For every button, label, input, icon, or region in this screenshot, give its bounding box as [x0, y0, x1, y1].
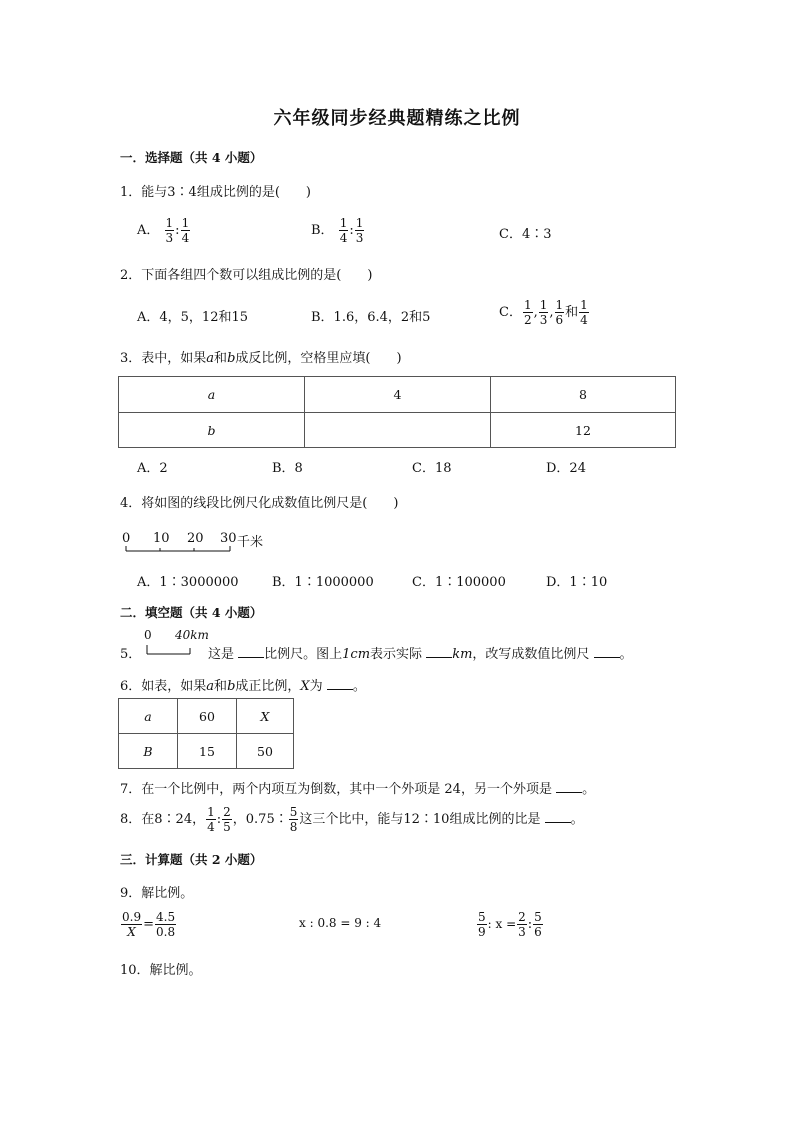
question-1-option-b: B． $\frac{1}{4}$ : $\frac{1}{3}$ [311, 216, 364, 245]
question-2-option-c: C． $\frac{1}{2}$ , $\frac{1}{3}$ , $\frac{1}{6}$ 和 $\frac{1}{4}$ [499, 298, 588, 327]
section-calc-heading: 三．计算题（共 2 小题） [120, 852, 263, 867]
question-3-option-a: A．2 [137, 461, 168, 476]
table-cell: a [119, 699, 178, 734]
question-7-stem: 7．在一个比例中，两个内项互为倒数，其中一个外项是 24，另一个外项是 。 [120, 782, 596, 797]
question-2-option-a: A．4，5，12和15 [137, 310, 249, 325]
question-9-stem: 9．解比例。 [120, 886, 194, 901]
table-cell: 50 [237, 734, 294, 769]
question-3-option-b: B．8 [272, 461, 303, 476]
section-choice-heading: 一．选择题（共 4 小题） [120, 150, 263, 165]
answer-blank[interactable] [238, 647, 264, 658]
table-cell: 12 [491, 413, 676, 448]
table-cell: 4 [305, 377, 491, 413]
line-segment-scale [120, 531, 270, 553]
table-cell-blank [305, 413, 491, 448]
question-4-stem: 4．将如图的线段比例尺化成数值比例尺是( ) [120, 496, 399, 511]
equation-3: $\frac{5}{9}$ : x = $\frac{2}{3}$ : $\frac{5}{6}$ [478, 910, 542, 939]
answer-blank[interactable] [545, 812, 571, 823]
answer-blank[interactable] [426, 647, 452, 658]
question-8-stem: 8．在8∶24， $\frac{1}{4}$ : $\frac{2}{5}$ ，0.75∶ $\frac{5}{8}$ 这三个比中，能与12∶10组成比例的比是 。 [120, 805, 584, 834]
table-cell: B [119, 734, 178, 769]
scale-end-label: 40km [175, 628, 209, 642]
scale-zero-label: 0 [144, 628, 152, 642]
answer-blank[interactable] [327, 679, 353, 690]
table-cell: 60 [178, 699, 237, 734]
question-1-option-a: A． $\frac{1}{3}$ : $\frac{1}{4}$ [137, 216, 190, 245]
question-3-option-c: C．18 [412, 461, 452, 476]
question-5-number: 5． [120, 647, 142, 662]
question-2-option-b: B．1.6，6.4，2和5 [311, 310, 431, 325]
question-3-option-d: D．24 [546, 461, 586, 476]
scale-bar [142, 644, 208, 656]
question-3-table [118, 376, 676, 448]
scale-tick-label: 30 [220, 531, 237, 546]
scale-tick-label: 20 [187, 531, 204, 546]
scale-tick-label: 0 [122, 531, 131, 546]
question-4-option-c: C．1∶100000 [412, 575, 506, 590]
question-5-text: 这是 比例尺。图上1cm表示实际 km，改写成数值比例尺 。 [208, 647, 633, 662]
table-cell: 15 [178, 734, 237, 769]
table-cell: X [237, 699, 294, 734]
question-4-option-a: A．1∶3000000 [137, 575, 239, 590]
table-cell: b [119, 413, 305, 448]
question-6-table [118, 698, 294, 769]
question-6-stem: 6．如表，如果a和b成正比例，X为 。 [120, 679, 366, 694]
table-cell: 8 [491, 377, 676, 413]
table-cell: a [119, 377, 305, 413]
question-10-stem: 10．解比例。 [120, 963, 202, 978]
section-fill-heading: 二．填空题（共 4 小题） [120, 605, 263, 620]
question-1-option-c: C．4∶3 [499, 227, 552, 242]
equation-2: x : 0.8 = 9 : 4 [299, 916, 382, 930]
question-4-option-d: D．1∶10 [546, 575, 608, 590]
answer-blank[interactable] [556, 782, 582, 793]
scale-tick-label: 10 [153, 531, 170, 546]
question-3-stem: 3．表中，如果a和b成反比例，空格里应填( ) [120, 351, 402, 366]
question-4-option-b: B．1∶1000000 [272, 575, 374, 590]
question-1-stem: 1．能与3∶4组成比例的是( ) [120, 185, 311, 200]
page-title: 六年级同步经典题精练之比例 [273, 108, 521, 129]
scale-bar [120, 544, 240, 553]
scale-unit: 千米 [237, 535, 264, 550]
question-5-scale [142, 628, 208, 656]
answer-blank[interactable] [594, 647, 620, 658]
equation-1: $\frac{0.9}{X}$ = $\frac{4.5}{0.8}$ [122, 910, 176, 939]
question-2-stem: 2．下面各组四个数可以组成比例的是( ) [120, 268, 373, 283]
